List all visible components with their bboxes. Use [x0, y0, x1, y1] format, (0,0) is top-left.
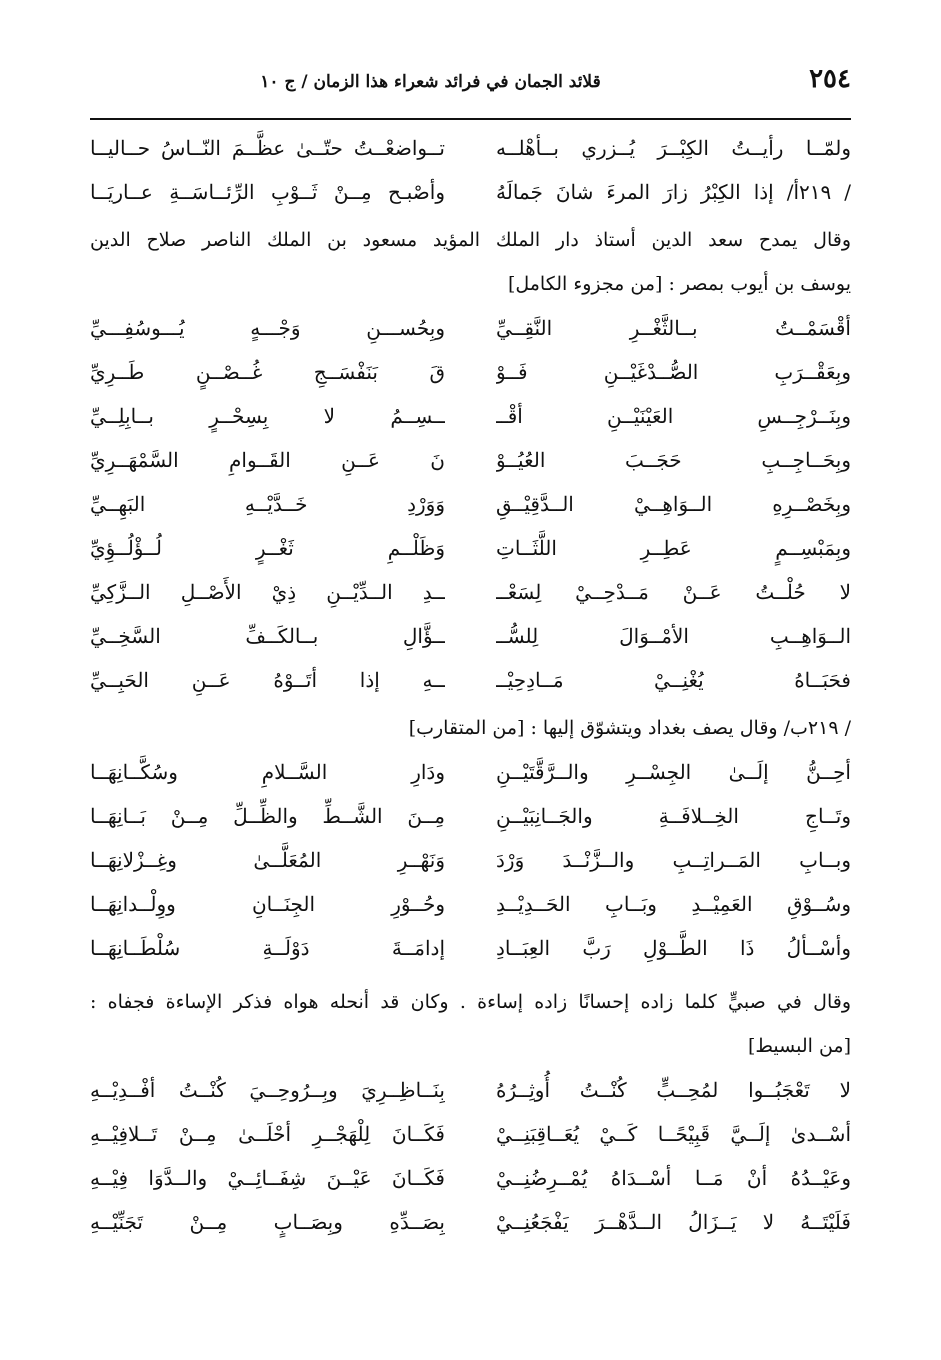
verse	[90, 1200, 851, 1244]
poem-1	[90, 126, 851, 214]
verse-second-hemistich: بِصَــدِّهِ وبِصَــابٍ مِــنْ تَجَنِّيْــهِ	[90, 1210, 445, 1234]
verse-first-hemistich: أسْــدىٰ إلَــيَّ قَبِيْحًــا كَــيْ يُعَــاقِبَنِــيْ	[496, 1122, 851, 1146]
intro-paragraph-end: يوسف بن أيوب بمصر : [من مجزوء الكامل]	[507, 273, 851, 295]
verse-first-hemistich: ولمّــا رأيــتُ الكِبْــرَ يُــزري بــأهْلــه	[496, 136, 851, 160]
verse-first-hemistich: أحِــنُّ إلَــىٰ الجِسْــرِ والــرَّقَّتَيْــنِ	[496, 760, 851, 784]
verse-first-hemistich: فحَبَــاهُ يُغْنِــيْ مَــادِحِيْــ	[496, 668, 851, 692]
verse-first-hemistich: وبِمَبْسِــمٍ عَطِــرِ اللَّثَــاتِ	[496, 536, 851, 560]
intro-paragraph: / ٢١٩ب/ وقال يصف بغداد ويتشوّق إليها : [من المتقارب]	[408, 717, 851, 739]
page-body	[90, 126, 851, 1244]
verse	[90, 1068, 851, 1112]
verse-first-hemistich: فَلَيْتَــهُ لا يَــزَالُ الــدَّهْــرَ يَفْجَعُنِــيْ	[496, 1210, 851, 1234]
verse	[90, 1112, 851, 1156]
verse	[90, 882, 851, 926]
verse-second-hemistich: قَ بَنَفْسَــجِ غُــصْــنٍ طَــرِيِّ	[90, 360, 445, 384]
verse-second-hemistich: تــواضعْــتُ حتّــىٰ عظَّــمَ النّــاسُ حــاليــا	[90, 136, 445, 160]
verse-second-hemistich: بِنَــاظِــرِيَ وبِــرُوحِــيَ كُنْــتُ أفْــدِيْــهِ	[90, 1078, 445, 1102]
poem-3	[90, 750, 851, 970]
verse-second-hemistich: وبِحُســـنِ وَجْـــهٍ يُـــوسُفِـــيِّ	[90, 316, 445, 340]
verse-second-hemistich: ــدِ الــدِّيْــنِ ذِيْ الأَصْــلِ الــزَّكِيِّ	[90, 580, 445, 604]
verse-second-hemistich: نَ عَــنِ القَــوامِ السَّمْهَــرِيِّ	[90, 448, 445, 472]
verse	[90, 394, 851, 438]
verse-second-hemistich: ــؤَّالِ بــالكَــفِّ السَّخِــيِّ	[90, 624, 445, 648]
verse-second-hemistich: إدامَــةَ دَوْلَــةِ سُلْطَــانِهَــا	[90, 936, 445, 960]
verse-first-hemistich: أقْسَمْــتُ بــالثَّغْــرِ النَّقِــيِّ	[496, 316, 851, 340]
header-rule	[90, 118, 851, 120]
verse	[90, 750, 851, 794]
verse	[90, 658, 851, 702]
verse-first-hemistich: وعَيْــدُهُ أنْ مَــا أسْــدَاهُ يُمْــرِضُنِــيْ	[496, 1166, 851, 1190]
verse	[90, 126, 851, 170]
verse-first-hemistich: وأسْــألُ ذَا الطَّــوْلِ رَبَّ العِبَــادِ	[496, 936, 851, 960]
verse-second-hemistich: فَكَــانَ عَيْــنَ شِفَــائِــيْ والــدَّوَا فِيْــهِ	[90, 1166, 445, 1190]
verse	[90, 350, 851, 394]
verse-first-hemistich: / ٢١٩أ/ إذا الكِبْرُ زارَ المرءَ شانَ جَمالَهُ	[496, 180, 851, 204]
poem-4	[90, 1068, 851, 1244]
verse	[90, 926, 851, 970]
verse-first-hemistich: وبِخَصْــرِهِ الــوَاهِــيْ الــدَّقِيْــقِ	[496, 492, 851, 516]
intro-paragraph: وقال في صبيٍّ كلما زاده إحسانًا زاده إساءة . وكان قد أنحله هواه فذكر الإساءة فجفاه :	[90, 991, 851, 1013]
verse-second-hemistich: مِــنَ الشَّــطِّ والظِّــلِّ مِــنْ بَــانِهَــا	[90, 804, 445, 828]
verse	[90, 838, 851, 882]
verse-first-hemistich: لا تَعْجَبُــوا لمُحِــبٍّ كُنْــتُ أُوثِــرُهُ	[496, 1078, 851, 1102]
verse-first-hemistich: وبِحَــاجِــبِ حَجَــبَ العُيُــوْ	[496, 448, 851, 472]
verse-second-hemistich: وَوَرْدِ خَــدَّيْــهِ البَهِــيِّ	[90, 492, 445, 516]
intro-paragraph-end: [من البسيط]	[747, 1035, 851, 1057]
verse-first-hemistich: وبــابِ المَــراتِــبِ والــزَّنْــدَ وَرْدَ	[496, 848, 851, 872]
page-header	[90, 58, 851, 114]
verse-second-hemistich: وحُــوْرِ الجِنَــانِ ووِلْــدانِهَــا	[90, 892, 445, 916]
verse-first-hemistich: لا حُلْــتُ عَــنْ مَــدْحِــيْ لِسَعْــ	[496, 580, 851, 604]
verse-first-hemistich: وسُــوْقِ العَمِيْــدِ وبَــابِ الحَــدِيْــدِ	[496, 892, 851, 916]
verse	[90, 526, 851, 570]
verse	[90, 794, 851, 838]
page-number: ٢٥٤	[809, 64, 851, 94]
poem-2	[90, 306, 851, 702]
verse-second-hemistich: ــسِــمُ لا بِسِحْــرٍ بــابِلِــيِّ	[90, 404, 445, 428]
verse	[90, 438, 851, 482]
verse-second-hemistich: وأصْبـح مِــنْ ثَــوْبِ الرِّئــاسَــةِ عــاريَــا	[90, 180, 445, 204]
verse	[90, 170, 851, 214]
verse	[90, 570, 851, 614]
running-title: قلائد الجمان في فرائد شعراء هذا الزمان / ج ١٠	[260, 72, 601, 92]
verse-second-hemistich: فَكَــانَ لِلْهَجْــرِ أحْلَــىٰ مِــنْ تَــلافِيْــهِ	[90, 1122, 445, 1146]
verse-first-hemistich: وبِنَــرْجِــسِ العَيْنَيْــنِ أقْــ	[496, 404, 851, 428]
intro-paragraph: وقال يمدح سعد الدين أستاذ دار الملك المؤيد مسعود بن الملك الناصر صلاح الدين	[90, 229, 851, 251]
verse	[90, 1156, 851, 1200]
verse-first-hemistich: وبِعَقْــرَبِ الصُّــدْغَيْــنِ فَــوْ	[496, 360, 851, 384]
verse-second-hemistich: ــهِ إذا أتَــوْهُ عَــنِ الحَبِــيِّ	[90, 668, 445, 692]
verse-second-hemistich: وَظَلْــمِ ثَغْــرٍ لُــؤْلُــؤِيِّ	[90, 536, 445, 560]
verse-second-hemistich: ودَارِ السَّــلامِ وسُكَّــانِهَــا	[90, 760, 445, 784]
verse-first-hemistich: الــوَاهِــبِ الأمْــوَالَ لِلسُّــ	[496, 624, 851, 648]
verse	[90, 482, 851, 526]
verse	[90, 614, 851, 658]
verse-first-hemistich: وتَــاجِ الخِــلافَــةِ والجَــانِبَيْــنِ	[496, 804, 851, 828]
verse-second-hemistich: وَنَهْــرِ المُعَلَّــىٰ وغِــزْلانِهَــا	[90, 848, 445, 872]
verse	[90, 306, 851, 350]
